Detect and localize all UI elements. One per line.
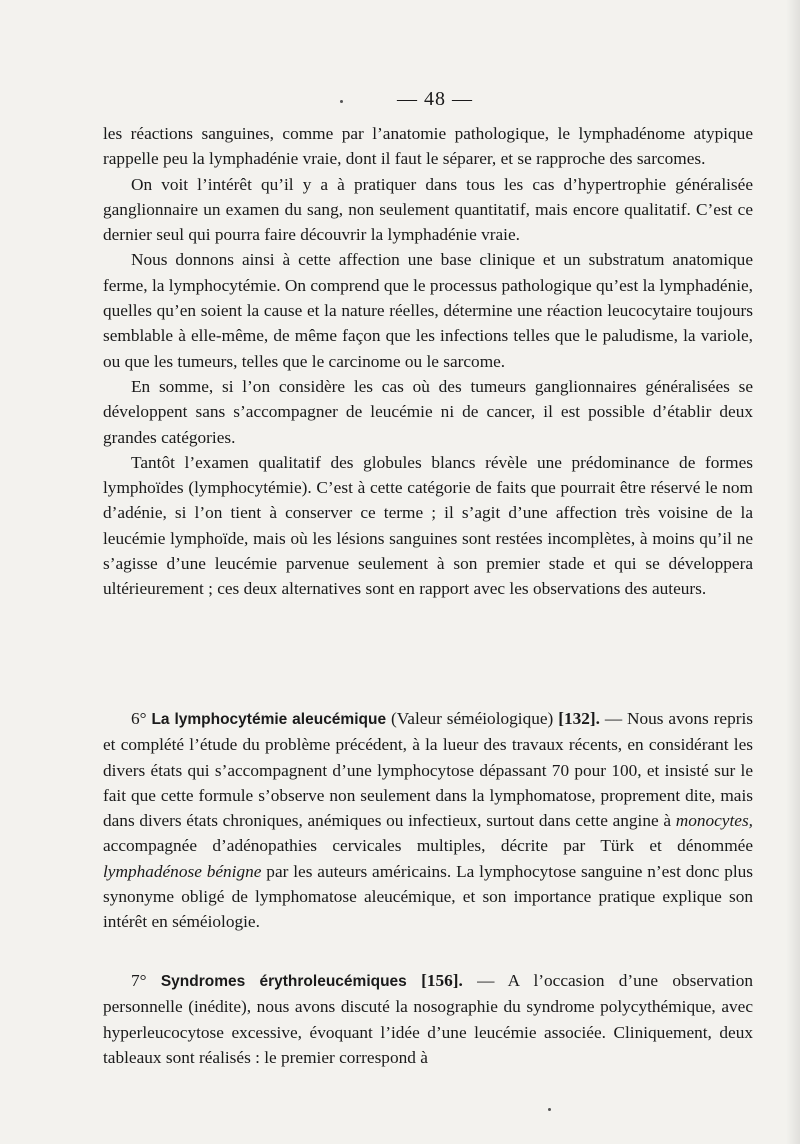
paragraph-4: En somme, si l’on considère les cas où des tumeurs ganglionnaires généralisées se développent sans s’accompagner de leucémie ni de cancer, il est possible d’établir deux grandes catégories. <box>103 376 753 447</box>
page-number: — 48 — <box>397 88 473 110</box>
section-7 <box>103 968 753 1070</box>
section-6-italic-b: lymphadénose bénigne <box>103 861 262 881</box>
section-6-italic-a: monocytes, <box>675 811 753 831</box>
section-6-number: 6° <box>131 709 147 728</box>
body-text <box>103 121 753 602</box>
section-7-reference: [156]. <box>421 971 463 990</box>
paragraph-5: Tantôt l’examen qualitatif des globules blancs révèle une prédominance de formes lymphoïdes (lymphocytémie). C’est à cette catégorie de faits que pourrait être réservé le nom d’adénie, si l’on tient à conserver ce terme ; il s’agit d’une affection très voisine de la leucémie lymphoïde, mais où les lésions sanguines sont restées incomplètes, à moins qu’il ne s’agisse d’une leucémie parvenue seulement à son premier stade et qui se développera ultérieurement ; ces deux alternatives sont en rapport avec les observations des auteurs. <box>103 452 753 599</box>
section-6-text-c: par les auteurs américains. La lymphocytose sanguine n’est donc plus synonyme obligé de lymphomatose aleucémique, et son importance pratique explique son intérêt en séméiologie. <box>103 861 754 932</box>
section-7-text: — A l’occasion d’une observation personnelle (inédite), nous avons discuté la nosographie du syndrome polycythémique, avec hyperleucocytose excessive, évoquant l’idée d’une leucémie associée. Cliniquement, deux tableaux sont réalisés : le premier correspond à <box>103 971 753 1067</box>
section-6-reference: [132]. <box>558 709 600 728</box>
print-speck <box>548 1108 551 1111</box>
section-6 <box>103 706 753 935</box>
section-6-title: La lymphocytémie aleucémique <box>151 711 387 728</box>
section-7-title: Syndromes érythroleucémiques <box>160 973 407 990</box>
section-7-number: 7° <box>131 971 147 990</box>
section-6-paragraph <box>103 706 753 935</box>
paragraph-1: les réactions sanguines, comme par l’anatomie pathologique, le lymphadénome atypique rappelle peu la lymphadénie vraie, dont il faut le séparer, et se rapproche des sarcomes. <box>103 124 753 169</box>
section-6-text-a: — Nous avons repris et complété l’étude du problème précédent, à la lueur des travaux récents, en considérant les divers états qui s’accompagnent d’une lymphocytose dépassant 70 pour 100, et insisté sur le fait que cette formule s’observe non seulement dans la lymphomatose, proprement dite, mais dans divers états chroniques, anémiques ou infectieux, surtout dans cette angine à <box>103 709 753 831</box>
paragraph-3: Nous donnons ainsi à cette affection une base clinique et un substratum anatomique ferme, la lymphocytémie. On comprend que le processus pathologique qu’est la lymphadénie, quelles qu’en soient la cause et la nature réelles, détermine une réaction leucocytaire toujours semblable à elle-même, de même façon que les infections telles que le paludisme, la variole, ou que les tumeurs, telles que le carcinome ou le sarcome. <box>103 250 753 371</box>
section-6-text-b: accompagnée d’adénopathies cervicales multiples, décrite par Türk et dénommée <box>103 836 753 856</box>
print-speck <box>340 100 343 103</box>
page-edge-shadow <box>786 0 800 1144</box>
section-6-subtitle: (Valeur séméiologique) <box>390 709 554 728</box>
section-7-paragraph <box>103 968 753 1070</box>
paragraph-2: On voit l’intérêt qu’il y a à pratiquer dans tous les cas d’hypertrophie généralisée ganglionnaire un examen du sang, non seulement quantitatif, mais encore qualitatif. C’est ce dernier seul qui pourra faire découvrir la lymphadénie vraie. <box>103 174 753 245</box>
